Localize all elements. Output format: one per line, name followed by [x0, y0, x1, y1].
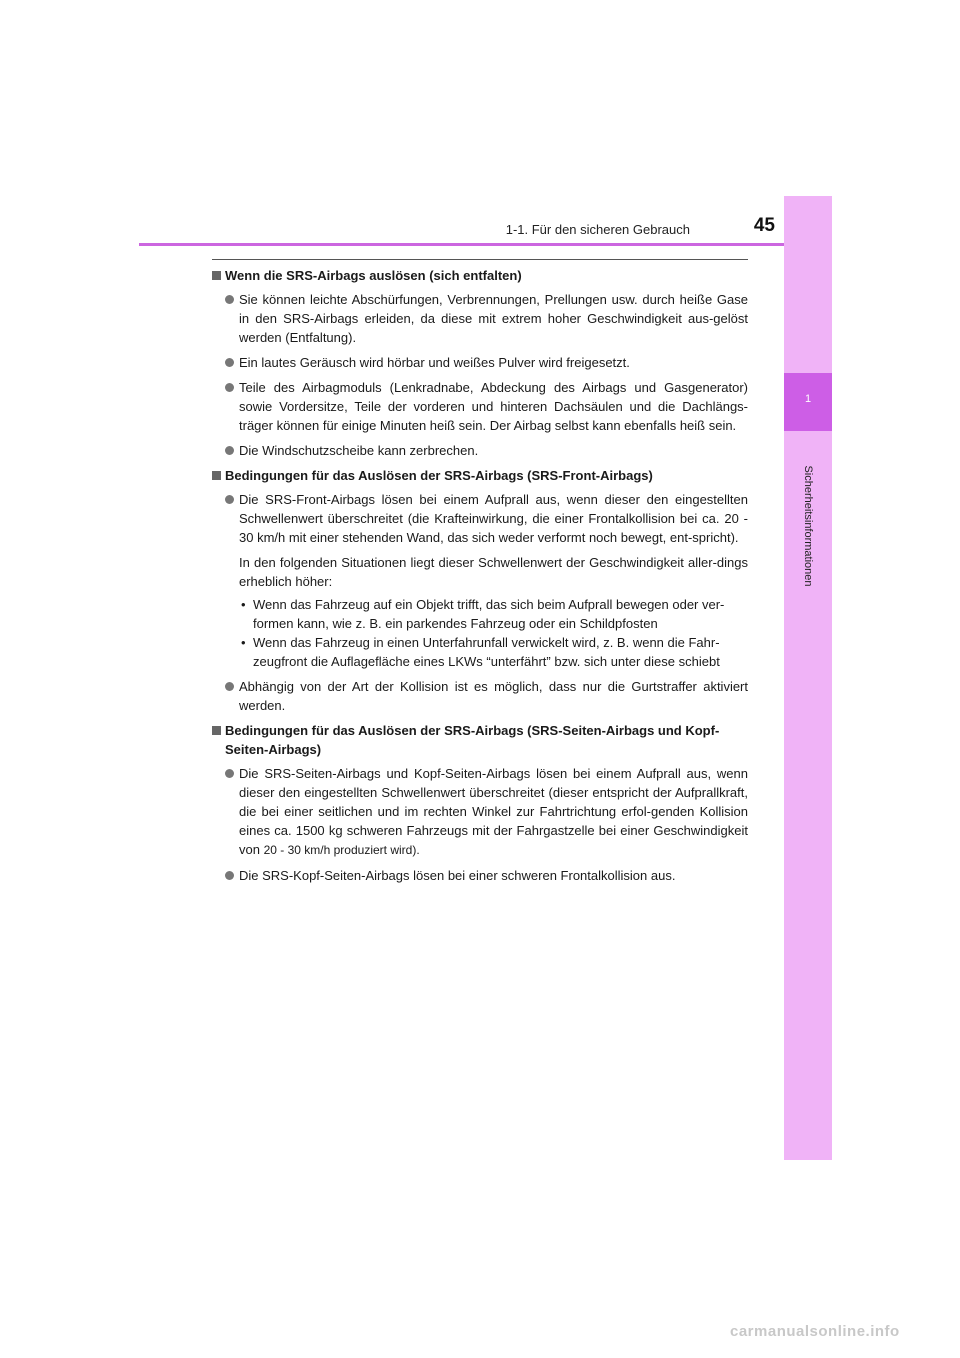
sub-bullet-item: • Wenn das Fahrzeug in einen Unterfahrunfall verwickelt wird, z. B. wenn die Fahr-zeugfront die Auflagefläche eines LKWs “unterfährt” bzw. sich unter diese schiebt: [241, 635, 720, 669]
sub-bullet-item: • Wenn das Fahrzeug auf ein Objekt trifft, das sich beim Aufprall bewegen oder ver-formen kann, wie z. B. ein parkendes Fahrzeug oder ein Schildpfosten: [241, 597, 725, 631]
running-header-title: 1-1. Für den sicheren Gebrauch: [505, 222, 690, 237]
round-bullet-icon: [225, 383, 234, 392]
dot-bullet-icon: •: [241, 635, 246, 650]
list-item: Die SRS-Front-Airbags lösen bei einem Aufprall aus, wenn dieser den eingestellten Schwellenwert überschreitet (die Krafteinwirkung, die einer Frontalkollision bei ca. 20 - 30 km/h mit einer stehenden Wand, das sich weder verformt noch bewegt, ent-spricht).: [212, 490, 748, 547]
list-item: Die SRS-Kopf-Seiten-Airbags lösen bei einer schweren Frontalkollision aus.: [212, 866, 748, 885]
square-bullet-icon: [212, 726, 221, 735]
list-item: Teile des Airbagmoduls (Lenkradnabe, Abdeckung des Airbags und Gasgenerator) sowie Vordersitze, Teile der vorderen und hinteren Dachsäulen und die Dachlängs-träger können für einige Minuten heiß sein. Der Airbag selbst kann ebenfalls heiß sein.: [212, 378, 748, 435]
square-bullet-icon: [212, 271, 221, 280]
chapter-label: Sicherheitsinformationen: [802, 465, 814, 587]
square-bullet-icon: [212, 471, 221, 480]
round-bullet-icon: [225, 446, 234, 455]
section-divider: [212, 259, 748, 260]
paragraph: In den folgenden Situationen liegt dieser Schwellenwert der Geschwindigkeit aller-dings erheblich höher:: [239, 555, 748, 589]
round-bullet-icon: [225, 769, 234, 778]
round-bullet-icon: [225, 495, 234, 504]
round-bullet-icon: [225, 358, 234, 367]
list-item: Sie können leichte Abschürfungen, Verbrennungen, Prellungen usw. durch heiße Gase in den SRS-Airbags erleiden, da diese mit extrem hoher Geschwindigkeit aus-gelöst werden (Entfaltung).: [212, 290, 748, 347]
list-item: Die Windschutzscheibe kann zerbrechen.: [212, 441, 748, 460]
chapter-number: 1: [804, 393, 812, 405]
section-heading: Bedingungen für das Auslösen der SRS-Airbags (SRS-Front-Airbags): [212, 466, 748, 485]
page-number: 45: [753, 215, 775, 236]
list-item: Abhängig von der Art der Kollision ist es möglich, dass nur die Gurtstraffer aktiviert werden.: [212, 677, 748, 715]
list-item: Die SRS-Seiten-Airbags und Kopf-Seiten-Airbags lösen bei einem Aufprall aus, wenn dieser den eingestellten Schwellenwert überschreitet (dieser entspricht der Aufprallkraft, die bei einer seitlichen und im rechten Winkel zur Fahrtrichtung erfol-genden Kollision eines ca. 1500 kg schweren Fahrzeugs mit der Fahrgastzelle bei einer Geschwindigkeit von 20 - 30 km/h produziert wird).: [212, 764, 748, 860]
round-bullet-icon: [225, 682, 234, 691]
section-heading: Bedingungen für das Auslösen der SRS-Airbags (SRS-Seiten-Airbags und Kopf-Seiten-Airbags): [212, 721, 748, 759]
footer-watermark: carmanualsonline.info: [730, 1323, 900, 1340]
header-rule: [139, 243, 831, 246]
round-bullet-icon: [225, 871, 234, 880]
dot-bullet-icon: •: [241, 597, 246, 612]
section-heading: Wenn die SRS-Airbags auslösen (sich entfalten): [212, 266, 748, 285]
chapter-side-tab: [784, 196, 832, 1160]
round-bullet-icon: [225, 295, 234, 304]
list-item: Ein lautes Geräusch wird hörbar und weißes Pulver wird freigesetzt.: [212, 353, 748, 372]
page-content: [212, 266, 748, 891]
